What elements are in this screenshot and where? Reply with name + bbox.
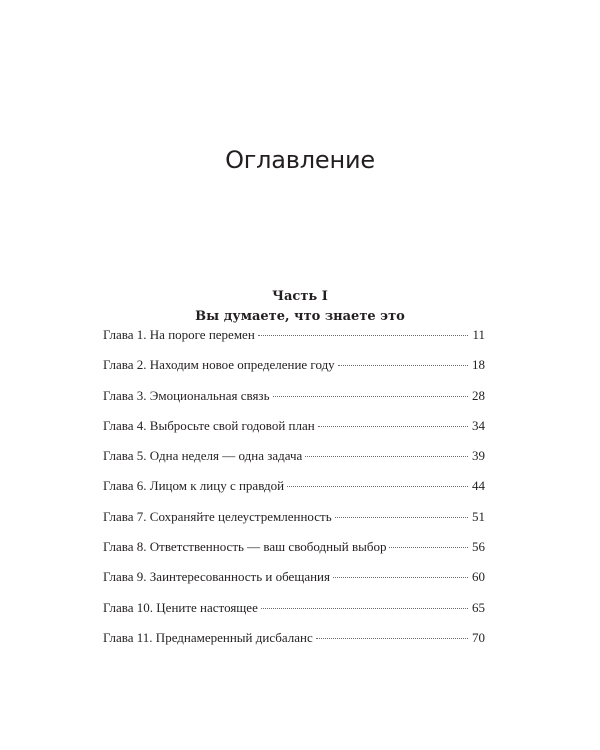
dot-leader (273, 396, 469, 397)
part-subtitle: Вы думаете, что знаете это (195, 309, 405, 324)
toc-entry-title: Глава 11. Преднамеренный дисбаланс (103, 629, 313, 645)
dot-leader (318, 426, 468, 427)
toc-entry-page: 18 (472, 357, 485, 373)
toc-entry-page: 44 (472, 478, 485, 494)
dot-leader (389, 547, 468, 548)
dot-leader (338, 365, 468, 366)
toc-entry-7[interactable] (103, 509, 485, 539)
page-title: Оглавление (225, 146, 375, 174)
toc-entry-title: Глава 8. Ответственность — ваш свободный выбор (103, 539, 387, 555)
toc-entry-title: Глава 6. Лицом к лицу с правдой (103, 478, 285, 494)
toc-entry-title: Глава 10. Цените настоящее (103, 599, 258, 615)
toc-entry-page: 60 (472, 569, 485, 585)
toc-entry-11[interactable] (103, 630, 485, 660)
dot-leader (316, 638, 468, 639)
toc-entry-title: Глава 5. Одна неделя — одна задача (103, 448, 303, 464)
dot-leader (335, 517, 468, 518)
toc-entry-page: 11 (472, 327, 485, 342)
toc-entry-9[interactable] (103, 569, 485, 599)
toc-entry-page: 56 (472, 539, 485, 555)
toc-entry-page: 39 (472, 448, 485, 464)
table-of-contents (103, 327, 485, 660)
toc-entry-page: 51 (472, 508, 485, 524)
toc-entry-6[interactable] (103, 478, 485, 508)
toc-entry-page: 65 (472, 599, 485, 615)
toc-entry-2[interactable] (103, 357, 485, 387)
toc-entry-title: Глава 2. Находим новое определение году (103, 357, 335, 373)
toc-entry-page: 70 (472, 629, 485, 645)
toc-entry-1[interactable] (103, 327, 485, 357)
dot-leader (258, 335, 468, 336)
toc-entry-page: 28 (472, 387, 485, 403)
toc-entry-title: Глава 4. Выбросьте свой годовой план (103, 417, 315, 433)
toc-entry-10[interactable] (103, 600, 485, 630)
dot-leader (261, 608, 468, 609)
toc-entry-3[interactable] (103, 388, 485, 418)
dot-leader (305, 456, 468, 457)
toc-entry-title: Глава 3. Эмоциональная связь (103, 387, 270, 403)
toc-entry-title: Глава 1. На пороге перемен (103, 327, 255, 342)
dot-leader (333, 577, 468, 578)
toc-entry-5[interactable] (103, 448, 485, 478)
dot-leader (287, 486, 468, 487)
toc-entry-title: Глава 7. Сохраняйте целеустремленность (103, 508, 332, 524)
toc-entry-title: Глава 9. Заинтересованность и обещания (103, 569, 330, 585)
toc-entry-4[interactable] (103, 418, 485, 448)
toc-entry-page: 34 (472, 417, 485, 433)
part-label: Часть I (272, 289, 328, 304)
toc-entry-8[interactable] (103, 539, 485, 569)
